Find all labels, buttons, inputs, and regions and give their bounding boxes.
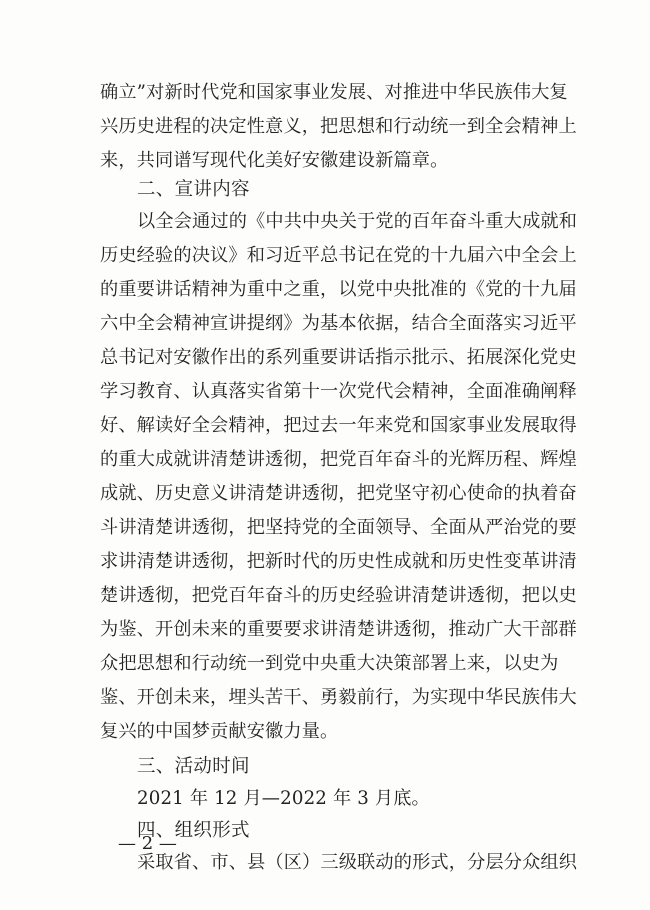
body-text-line: 鉴、开创未来，埋头苦干、勇毅前行，为实现中华民族伟大 [100, 687, 577, 708]
page-number: — 2 — [118, 833, 177, 854]
body-text-line: 众把思想和行动统一到党中央重大决策部署上来，以史为 [100, 653, 559, 674]
body-text-line: 来，共同谱写现代化美好安徽建设新篇章。 [100, 150, 449, 171]
body-text-line: 六中全会精神宣讲提纲》为基本依据，结合全面落实习近平 [100, 313, 577, 334]
body-text-line: 好、解读好全会精神，把过去一年来党和国家事业发展取得 [100, 415, 577, 436]
body-text-line: 总书记对安徽作出的系列重要讲话指示批示、拓展深化党史 [100, 347, 577, 368]
body-text-line: 学习教育、认真落实省第十一次党代会精神，全面准确阐释 [100, 381, 577, 402]
section-heading-time: 三、活动时间 [137, 756, 250, 777]
body-text-line: 历史经验的决议》和习近平总书记在党的十九届六中全会上 [100, 245, 577, 266]
activity-date-range: 2021 年 12 月—2022 年 3 月底。 [137, 788, 430, 809]
body-text-line: 以全会通过的《中共中央关于党的百年奋斗重大成就和 [137, 211, 578, 232]
body-text-line: 复兴的中国梦贡献安徽力量。 [100, 721, 339, 742]
body-text-line: 的重要讲话精神为重中之重，以党中央批准的《党的十九届 [100, 279, 577, 300]
body-text-line: 确立”对新时代党和国家事业发展、对推进中华民族伟大复 [100, 82, 568, 103]
body-text-line: 成就、历史意义讲清楚讲透彻，把党坚守初心使命的执着奋 [100, 483, 577, 504]
body-text-line: 兴历史进程的决定性意义，把思想和行动统一到全会精神上 [100, 116, 577, 137]
body-text-line: 斗讲清楚讲透彻，把坚持党的全面领导、全面从严治党的要 [100, 517, 577, 538]
section-heading-content: 二、宣讲内容 [137, 179, 250, 200]
body-text-line: 的重大成就讲清楚讲透彻，把党百年奋斗的光辉历程、辉煌 [100, 449, 577, 470]
body-text-line: 求讲清楚讲透彻，把新时代的历史性成就和历史性变革讲清 [100, 551, 577, 572]
body-text-line: 楚讲透彻，把党百年奋斗的历史经验讲清楚讲透彻，把以史 [100, 585, 577, 606]
body-text-line: 采取省、市、县（区）三级联动的形式，分层分众组织 [137, 852, 578, 873]
body-text-line: 为鉴、开创未来的重要要求讲清楚讲透彻，推动广大干部群 [100, 619, 577, 640]
section-heading-format: 四、组织形式 [137, 820, 250, 841]
